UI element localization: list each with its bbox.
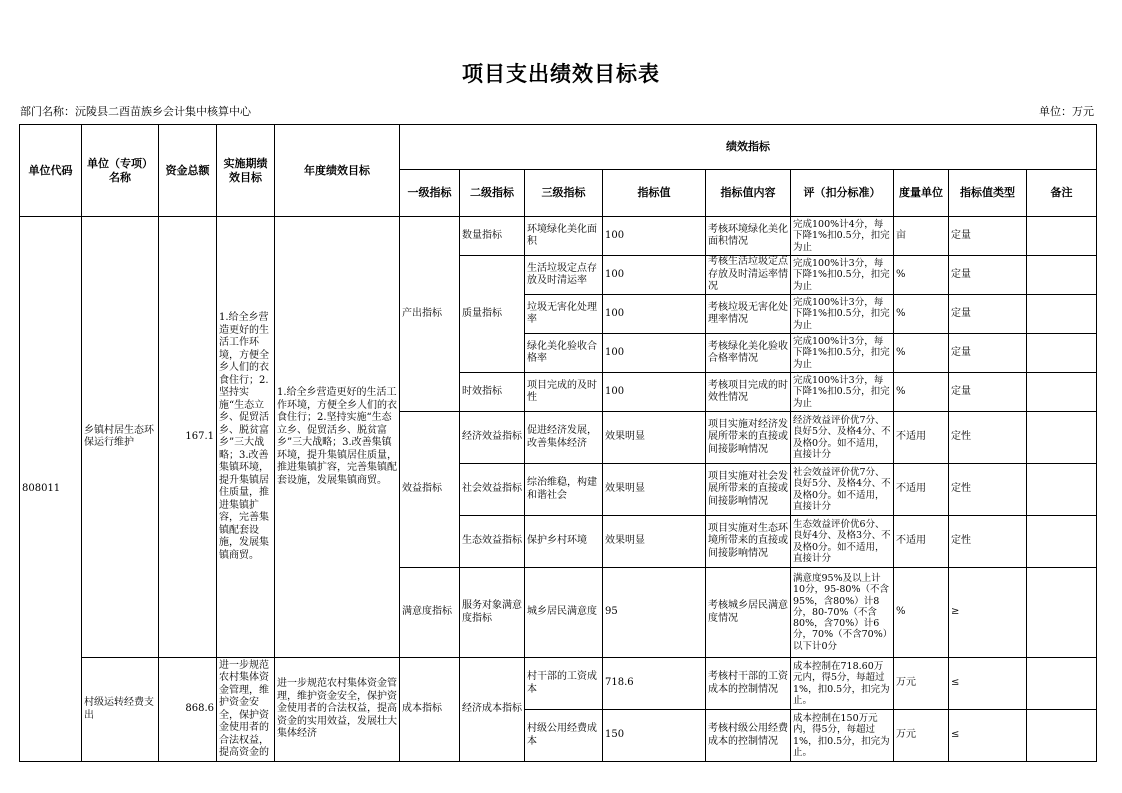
content-cell: 项目实施对社会发展所带来的直接或间接影响情况 — [706, 464, 791, 516]
performance-table — [19, 124, 1097, 762]
page-title: 项目支出绩效目标表 — [462, 62, 660, 86]
remark-cell — [1027, 516, 1097, 568]
project-amount-cell: 167.1 — [159, 217, 217, 658]
type-cell: 定量 — [949, 334, 1027, 373]
uom-cell: % — [894, 373, 949, 412]
value-cell: 效果明显 — [603, 516, 706, 568]
value-cell: 150 — [603, 710, 706, 762]
remark-cell — [1027, 710, 1097, 762]
l3-cell: 村干部的工资成本 — [525, 658, 603, 710]
header-period-goal: 实施期绩效目标 — [217, 125, 275, 217]
content-cell: 考核项目完成的时效性情况 — [706, 373, 791, 412]
table-row — [20, 658, 1097, 710]
annual-goal-cell: 进一步规范农村集体资金管理，维护资金安全，保护资金使用者的合法权益，提高资金的实用效益，发展壮大集体经济 — [275, 658, 400, 762]
level2-timeliness: 时效指标 — [460, 373, 525, 412]
l3-cell: 项目完成的及时性 — [525, 373, 603, 412]
project-amount-cell: 868.6 — [159, 658, 217, 762]
type-cell: 定量 — [949, 295, 1027, 334]
uom-cell: 万元 — [894, 658, 949, 710]
value-cell: 718.6 — [603, 658, 706, 710]
header-value: 指标值 — [603, 170, 706, 217]
level2-economic: 经济效益指标 — [460, 412, 525, 464]
scoring-cell: 完成100%计3分，每下降1%扣0.5分，扣完为止 — [791, 373, 894, 412]
l3-cell: 促进经济发展，改善集体经济 — [525, 412, 603, 464]
project-name-cell: 村级运转经费支出 — [82, 658, 159, 762]
level2-service: 服务对象满意度指标 — [460, 568, 525, 658]
remark-cell — [1027, 412, 1097, 464]
header-level1: 一级指标 — [400, 170, 460, 217]
content-cell: 考核村级公用经费成本的控制情况 — [706, 710, 791, 762]
value-cell: 效果明显 — [603, 412, 706, 464]
content-cell: 考核城乡居民满意度情况 — [706, 568, 791, 658]
type-cell: ≤ — [949, 658, 1027, 710]
level2-quality: 质量指标 — [460, 256, 525, 373]
l3-cell: 生活垃圾定点存放及时清运率 — [525, 256, 603, 295]
header-uom: 度量单位 — [894, 170, 949, 217]
uom-cell: 亩 — [894, 217, 949, 256]
header-level3: 三级指标 — [525, 170, 603, 217]
l3-cell: 环境绿化美化面积 — [525, 217, 603, 256]
uom-cell: 不适用 — [894, 516, 949, 568]
level1-cost: 成本指标 — [400, 658, 460, 762]
l3-cell: 保护乡村环境 — [525, 516, 603, 568]
l3-cell: 垃圾无害化处理率 — [525, 295, 603, 334]
level2-social: 社会效益指标 — [460, 464, 525, 516]
header-indicators: 绩效指标 — [400, 125, 1097, 170]
content-cell: 考核村干部的工资成本的控制情况 — [706, 658, 791, 710]
department-name: 部门名称：沅陵县二酉苗族乡会计集中核算中心 — [20, 105, 251, 118]
uom-cell: % — [894, 568, 949, 658]
uom-cell: 万元 — [894, 710, 949, 762]
remark-cell — [1027, 256, 1097, 295]
header-unit-name: 单位（专项）名称 — [82, 125, 159, 217]
scoring-cell: 完成100%计3分，每下降1%扣0.5分，扣完为止 — [791, 256, 894, 295]
table-row — [20, 217, 1097, 256]
scoring-cell: 完成100%计4分，每下降1%扣0.5分，扣完为止 — [791, 217, 894, 256]
value-cell: 100 — [603, 295, 706, 334]
remark-cell — [1027, 334, 1097, 373]
uom-cell: 不适用 — [894, 412, 949, 464]
level2-ecological: 生态效益指标 — [460, 516, 525, 568]
header-row-1 — [20, 125, 1097, 170]
period-goal-cell: 进一步规范农村集体资金管理，维护资金安全，保护资金使用者的合法权益，提高资金的 — [217, 658, 275, 762]
l3-cell: 城乡居民满意度 — [525, 568, 603, 658]
scoring-cell: 经济效益评价优7分、良好5分、及格4分、不及格0分。如不适用，直接计分 — [791, 412, 894, 464]
type-cell: 定性 — [949, 464, 1027, 516]
level1-satisfaction: 满意度指标 — [400, 568, 460, 658]
header-level2: 二级指标 — [460, 170, 525, 217]
level1-benefit: 效益指标 — [400, 412, 460, 568]
period-goal-cell: 1.给全乡营造更好的生活工作环境，方便全乡人们的衣食住行；2.坚持实施“生态立乡、促贸活乡、脱贫富乡”三大战略；3.改善集镇环境，提升集镇居住质量，推进集镇扩容，完善集镇配套设施，发展集镇商贸。 — [217, 217, 275, 658]
content-cell: 项目实施对生态环境所带来的直接或间接影响情况 — [706, 516, 791, 568]
type-cell: ≥ — [949, 568, 1027, 658]
uom-cell: % — [894, 334, 949, 373]
header-content: 指标值内容 — [706, 170, 791, 217]
header-unit-code: 单位代码 — [20, 125, 82, 217]
l3-cell: 绿化美化验收合格率 — [525, 334, 603, 373]
scoring-cell: 完成100%计3分，每下降1%扣0.5分，扣完为止 — [791, 295, 894, 334]
uom-cell: % — [894, 256, 949, 295]
header-annual-goal: 年度绩效目标 — [275, 125, 400, 217]
scoring-cell: 成本控制在718.60万元内，得5分，每超过1%，扣0.5分，扣完为止。 — [791, 658, 894, 710]
content-cell: 考核垃圾无害化处理率情况 — [706, 295, 791, 334]
remark-cell — [1027, 217, 1097, 256]
scoring-cell: 满意度95%及以上计10分，95-80%（不含95%，含80%）计8分，80-70%（不含80%，含70%）计6分，70%（不含70%）以下计0分 — [791, 568, 894, 658]
scoring-cell: 完成100%计3分，每下降1%扣0.5分，扣完为止 — [791, 334, 894, 373]
type-cell: 定量 — [949, 256, 1027, 295]
remark-cell — [1027, 464, 1097, 516]
scoring-cell: 成本控制在150万元内，得5分，每超过1%，扣0.5分，扣完为止。 — [791, 710, 894, 762]
level2-economic-cost: 经济成本指标 — [460, 658, 525, 762]
header-remark: 备注 — [1027, 170, 1097, 217]
content-cell: 考核生活垃圾定点存放及时清运率情况 — [706, 256, 791, 295]
header-scoring: 评（扣分标准） — [791, 170, 894, 217]
type-cell: 定性 — [949, 516, 1027, 568]
scoring-cell: 社会效益评价优7分、良好5分、及格4分、不及格0分。如不适用，直接计分 — [791, 464, 894, 516]
type-cell: 定性 — [949, 412, 1027, 464]
value-cell: 效果明显 — [603, 464, 706, 516]
uom-cell: % — [894, 295, 949, 334]
header-value-type: 指标值类型 — [949, 170, 1027, 217]
project-name-cell: 乡镇村居生态环保运行维护 — [82, 217, 159, 658]
value-cell: 100 — [603, 373, 706, 412]
l3-cell: 村级公用经费成本 — [525, 710, 603, 762]
type-cell: 定量 — [949, 373, 1027, 412]
value-cell: 100 — [603, 334, 706, 373]
header-total-funds: 资金总额 — [159, 125, 217, 217]
scoring-cell: 生态效益评价优6分、良好4分、及格3分、不及格0分。如不适用，直接计分 — [791, 516, 894, 568]
content-cell: 考核绿化美化验收合格率情况 — [706, 334, 791, 373]
value-cell: 95 — [603, 568, 706, 658]
remark-cell — [1027, 658, 1097, 710]
value-cell: 100 — [603, 256, 706, 295]
level2-quantity: 数量指标 — [460, 217, 525, 256]
annual-goal-cell: 1.给全乡营造更好的生活工作环境，方便全乡人们的衣食住行；2.坚持实施“生态立乡、促贸活乡、脱贫富乡”三大战略；3.改善集镇环境，提升集镇居住质量，推进集镇扩容，完善集镇配套设施，发展集镇商贸。 — [275, 217, 400, 658]
unit-code-cell: 808011 — [20, 217, 82, 762]
remark-cell — [1027, 295, 1097, 334]
uom-cell: 不适用 — [894, 464, 949, 516]
type-cell: 定量 — [949, 217, 1027, 256]
l3-cell: 综治维稳，构建和谐社会 — [525, 464, 603, 516]
remark-cell — [1027, 568, 1097, 658]
unit-label: 单位：万元 — [1039, 105, 1094, 118]
type-cell: ≤ — [949, 710, 1027, 762]
level1-output: 产出指标 — [400, 217, 460, 412]
content-cell: 项目实施对经济发展所带来的直接或间接影响情况 — [706, 412, 791, 464]
remark-cell — [1027, 373, 1097, 412]
value-cell: 100 — [603, 217, 706, 256]
content-cell: 考核环境绿化美化面积情况 — [706, 217, 791, 256]
